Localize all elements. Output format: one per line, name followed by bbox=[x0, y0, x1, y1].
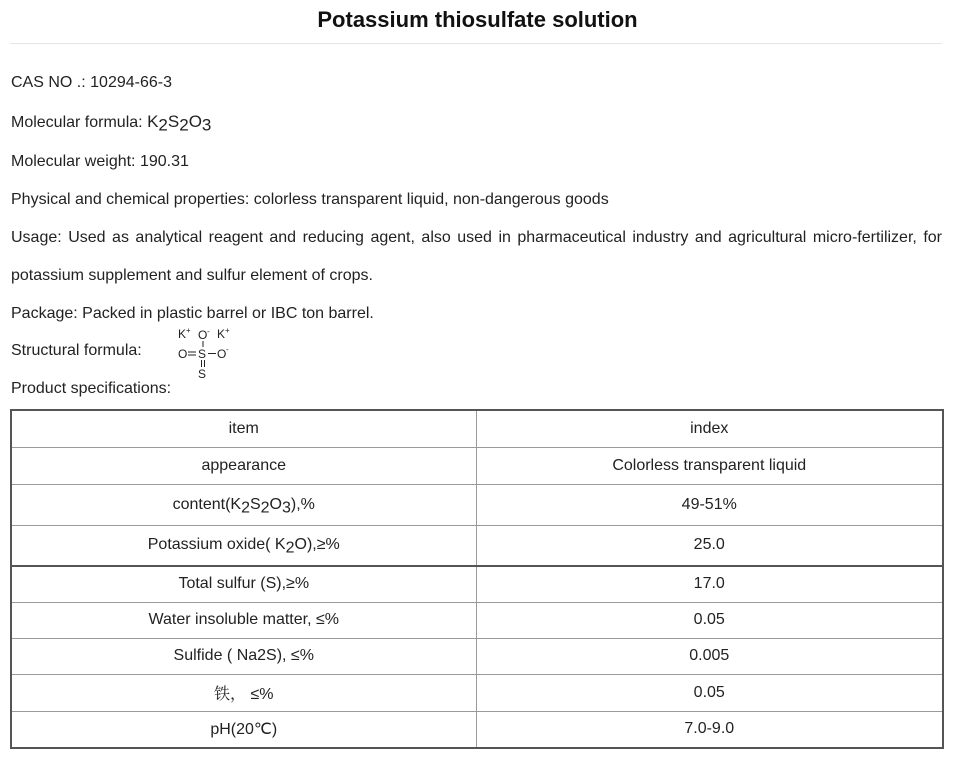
header-item: item bbox=[11, 410, 476, 447]
row-potassium-oxide-index: 25.0 bbox=[476, 525, 943, 566]
table-row bbox=[11, 484, 943, 525]
usage-text-1: Used as analytical reagent and reducing agent, also used in pharmaceutical industry and agricultural micro-fertilizer, for bbox=[68, 229, 943, 246]
package-line bbox=[11, 304, 374, 324]
table-row bbox=[11, 711, 943, 748]
usage-line-1 bbox=[11, 228, 942, 248]
cas-label: CAS NO .: bbox=[11, 74, 86, 91]
struct-k-right: K bbox=[217, 327, 226, 341]
row-water-insoluble-item: Water insoluble matter, ≤% bbox=[11, 602, 476, 638]
molecular-weight-line bbox=[11, 152, 189, 172]
row-total-sulfur-item: Total sulfur (S),≥% bbox=[11, 566, 476, 602]
molecular-formula-line bbox=[11, 112, 211, 133]
table-row bbox=[11, 602, 943, 638]
page-title: Potassium thiosulfate solution bbox=[317, 7, 638, 32]
struct-o-left: O bbox=[178, 347, 188, 361]
row-ph-item: pH(20℃) bbox=[11, 711, 476, 748]
properties-line bbox=[11, 190, 609, 210]
row-water-insoluble-index: 0.05 bbox=[476, 602, 943, 638]
package-value: Packed in plastic barrel or IBC ton barrel. bbox=[82, 305, 374, 322]
table-row bbox=[11, 566, 943, 602]
table-header-row bbox=[11, 410, 943, 447]
row-sulfide-index: 0.005 bbox=[476, 638, 943, 674]
properties-value: colorless transparent liquid, non-dangerous goods bbox=[253, 191, 609, 208]
row-appearance-index: Colorless transparent liquid bbox=[476, 447, 943, 484]
package-label: Package: bbox=[11, 305, 78, 322]
struct-o-top-charge: - bbox=[207, 327, 210, 336]
structural-formula-diagram bbox=[172, 325, 242, 381]
molecular-formula-label: Molecular formula: bbox=[11, 114, 143, 131]
cas-line bbox=[11, 73, 172, 93]
header-index: index bbox=[476, 410, 943, 447]
struct-k-left: K bbox=[178, 327, 187, 341]
table-row bbox=[11, 638, 943, 674]
struct-o-right-charge: - bbox=[226, 345, 229, 354]
molecular-weight-value: 190.31 bbox=[139, 153, 189, 170]
row-content-item: $content(K_2S_2O_3),\%$ bbox=[11, 484, 476, 525]
specifications-table bbox=[10, 409, 944, 749]
table-row bbox=[11, 447, 943, 484]
row-iron-item: 铁， ≤% bbox=[11, 674, 476, 711]
row-ph-index: 7.0-9.0 bbox=[476, 711, 943, 748]
struct-s-center: S bbox=[198, 347, 207, 361]
row-sulfide-item: Sulfide ( Na2S), ≤% bbox=[11, 638, 476, 674]
molecular-formula-value: $K_2S_2O_3$ bbox=[147, 112, 212, 135]
struct-o-top: O bbox=[198, 328, 208, 342]
structural-formula-label: Structural formula: bbox=[11, 342, 142, 359]
row-appearance-item: appearance bbox=[11, 447, 476, 484]
struct-s-bottom: S bbox=[198, 367, 207, 381]
product-specifications-label: Product specifications: bbox=[11, 380, 172, 397]
struct-o-right: O bbox=[217, 347, 227, 361]
usage-line-2: potassium supplement and sulfur element of crops. bbox=[11, 267, 373, 284]
properties-label: Physical and chemical properties: bbox=[11, 191, 250, 208]
usage-label: Usage: bbox=[11, 229, 62, 246]
cas-value: 10294-66-3 bbox=[90, 74, 172, 91]
struct-k-right-charge: + bbox=[225, 326, 230, 335]
struct-k-left-charge: + bbox=[186, 326, 191, 335]
row-total-sulfur-index: 17.0 bbox=[476, 566, 943, 602]
row-potassium-oxide-item: Potassium oxide( $K_2O),\ge\%$ bbox=[11, 525, 476, 566]
molecular-weight-label: Molecular weight: bbox=[11, 153, 136, 170]
row-content-index: 49-51% bbox=[476, 484, 943, 525]
title-divider bbox=[10, 43, 942, 44]
row-iron-index: 0.05 bbox=[476, 674, 943, 711]
table-row bbox=[11, 525, 943, 566]
table-row bbox=[11, 674, 943, 711]
